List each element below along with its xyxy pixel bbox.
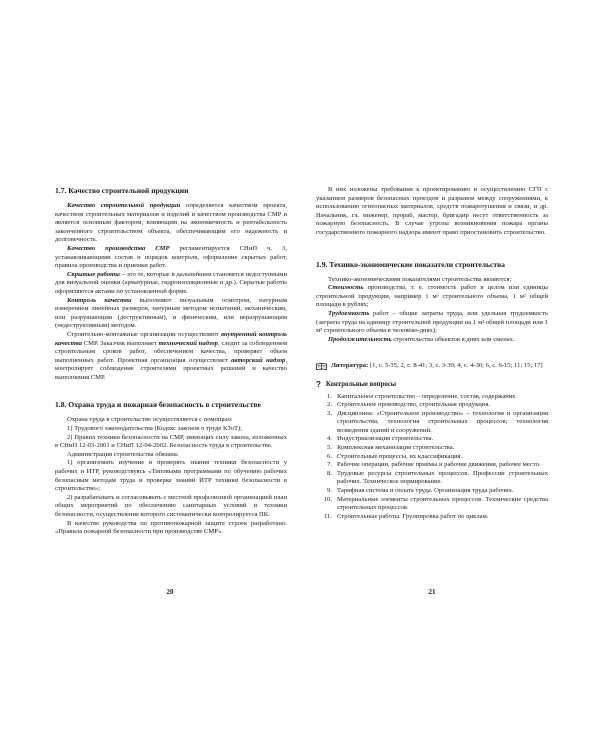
question-item [316, 393, 548, 402]
question-item [316, 513, 548, 522]
question-number: 3. [327, 409, 332, 417]
book-icon [316, 363, 327, 370]
question-text: Строительные процессы, их классификация. [337, 452, 463, 460]
questions-header [316, 381, 548, 390]
question-text: Строительные работы. Группировка работ по циклам. [337, 512, 489, 520]
paragraph: В них изложены требования к проектированию и осуществлению СГП с указанием размеров безопасных проездов и разрывов между сооружениями, к использованию огнеопасных материалов, средств пожаротушения и связи, и др. Начальник, гл. инженер, прораб, мастер, бригадир несут ответственность за пожарную безопасность. В случае угрозы возникновения пожара органы государственного пожарного надзора имеют право приостановить строительство. [316, 186, 548, 236]
paragraph: Скрытые работы – это те, которые в дальнейшем становятся недоступными для визуальной оценки (арматурные, гидроизоляционные и др.). Скрытые работы оформляются актами по установленной форме. [55, 270, 287, 295]
question-number: 6. [327, 452, 332, 460]
literature-text: Литература: [1, с. 5-35; 2, с. 8-41; 3, с. 3-39; 4, с. 4-30; 6, с. 6-15; 11; 15; 17] [331, 362, 543, 370]
question-number: 9. [327, 487, 332, 495]
question-number: 2. [327, 401, 332, 409]
paragraph: Качество строительной продукции определяется качеством проекта, качеством строительных материалов и изделий и качеством производства СМР и является основным фактором, влияющим на экономичность и рентабельность законченного строительством объекта, обеспечивающим его надежность и долговечность. [55, 202, 287, 244]
paragraph: 1) организовать изучение и проверять знания техники безопасности у рабочих и ИТР, руководствуясь «Типовыми программами по обучению рабочих безопасным методам труда и проверке знаний ИТР техники безопасности в строительстве»; [55, 459, 287, 493]
question-item [316, 453, 548, 462]
question-item [316, 435, 548, 444]
questions-title: Контрольные вопросы [325, 380, 397, 388]
question-number: 11. [324, 512, 332, 520]
question-item [316, 410, 548, 436]
paragraph: Строительно-монтажные организации осуществляют внутренний контроль качества СМР. Заказчик выполняет технический надзор, следит за соблюдением строительным сроков работ, обеспечением качества, проверяет объем выполненных работ. Проектная организация осуществляет авторский надзор, контролирует соблюдение строителями проектных решений и качество выполнения СМР. [55, 330, 287, 381]
paragraph: 2) разрабатывать и согласовывать с местной профсоюзной организацией план общих мероприятий по обеспечению санитарных условий и техники безопасности, осуществление которого систематически контролируется ПК. [55, 493, 287, 518]
question-text: Строительное производство, строительная продукция. [337, 401, 491, 409]
paragraph: Администрация строительства обязана: [67, 450, 179, 458]
question-item [316, 470, 548, 487]
question-item [316, 496, 548, 513]
paragraph: Охрана труда в строительстве осуществляется с помощью: [67, 416, 233, 424]
section-1-8-heading: 1.8. Охрана труда и пожарная безопасность в строительстве [55, 400, 261, 410]
paragraph: В качестве руководства по противопожарной защите строек разработано: «Правила пожарной безопасности при производстве СМР». [55, 519, 287, 536]
question-number: 1. [327, 392, 332, 400]
question-number: 7. [327, 461, 332, 469]
paragraph: Качество производства СМР регламентируется СНиП ч. 3, устанавливающими состав и порядок контроля, оформление скрытых работ, правила производства и приемки работ. [55, 244, 287, 270]
paragraph: 1) Трудового законодательства (Кодекс законов о труде КЗоТ); [67, 425, 243, 433]
literature-line [316, 362, 548, 371]
section-1-7-heading: 1.7. Качество строительной продукции [55, 186, 189, 195]
paragraph: Контроль качества выполняют визуальным осмотром, натурным измерением линейных размеров, натурным методом испытаний, механическим, или разрушающим (деструктивным), и физическим, или неразрушающим (недеструктивным) методом. [55, 296, 287, 330]
paragraph: Продолжительность строительства объектов в днях или сменах. [328, 335, 515, 343]
page-number-right: 21 [428, 588, 436, 596]
question-text: Дисциплина: «Строительное производство» – технология и организация строительства; технология строительных процессов; технология возведения зданий и сооружений. [337, 409, 548, 434]
paragraph: Трудоемкость работ – общие затраты труда, или удельная трудоемкость (затраты труда на единицу строительной продукции на 1 м² общей площади или 1 м³ строительного объема в человеко-днях); [316, 309, 548, 335]
question-mark-icon: ? [316, 379, 321, 389]
question-text: Тарифная система и оплата труда. Организация труда рабочих. [337, 487, 514, 495]
question-text: Комплексная механизация строительства. [337, 444, 455, 452]
question-number: 5. [327, 444, 332, 452]
section-1-9-heading: 1.9. Технико-экономические показатели строительства [316, 259, 505, 269]
left-page [55, 186, 287, 537]
question-item [316, 461, 548, 470]
question-text: Индустриализация строительства. [337, 435, 434, 443]
paragraph: Стоимость производства, т. е. стоимость работ в целом или единицы строительной продукции, например 1 м³ строительного объема, 1 м² общей площади в рублях; [316, 284, 548, 309]
question-text: Материальные элементы строительных процессов. Технические средства строительных процессов. [337, 495, 548, 512]
question-number: 4. [327, 435, 332, 443]
question-item [316, 487, 548, 496]
question-text: Трудовые ресурсы строительных процессов. Профессии строительных рабочих. Техническое нормирование. [337, 469, 548, 486]
question-text: Капитальное строительство – определение, состав, содержание. [337, 392, 517, 400]
paragraph: Технико-экономическими показателями строительства являются: [328, 275, 512, 283]
right-page [316, 186, 548, 521]
question-item [316, 401, 548, 410]
question-number: 8. [327, 469, 332, 477]
paragraph: 2) Правил техники безопасности на СМР, имеющих силу закона, изложенных в СНиП 12-03-2001 и СНиП 12-04-2002. Безопасность труда в строительстве. [55, 433, 287, 450]
page-number-left: 20 [166, 588, 174, 596]
question-text: Рабочие операции, рабочие приёмы и рабочие движения, рабочее место. [337, 461, 541, 469]
questions-list [316, 393, 548, 522]
question-number: 10. [323, 495, 332, 503]
question-item [316, 444, 548, 453]
